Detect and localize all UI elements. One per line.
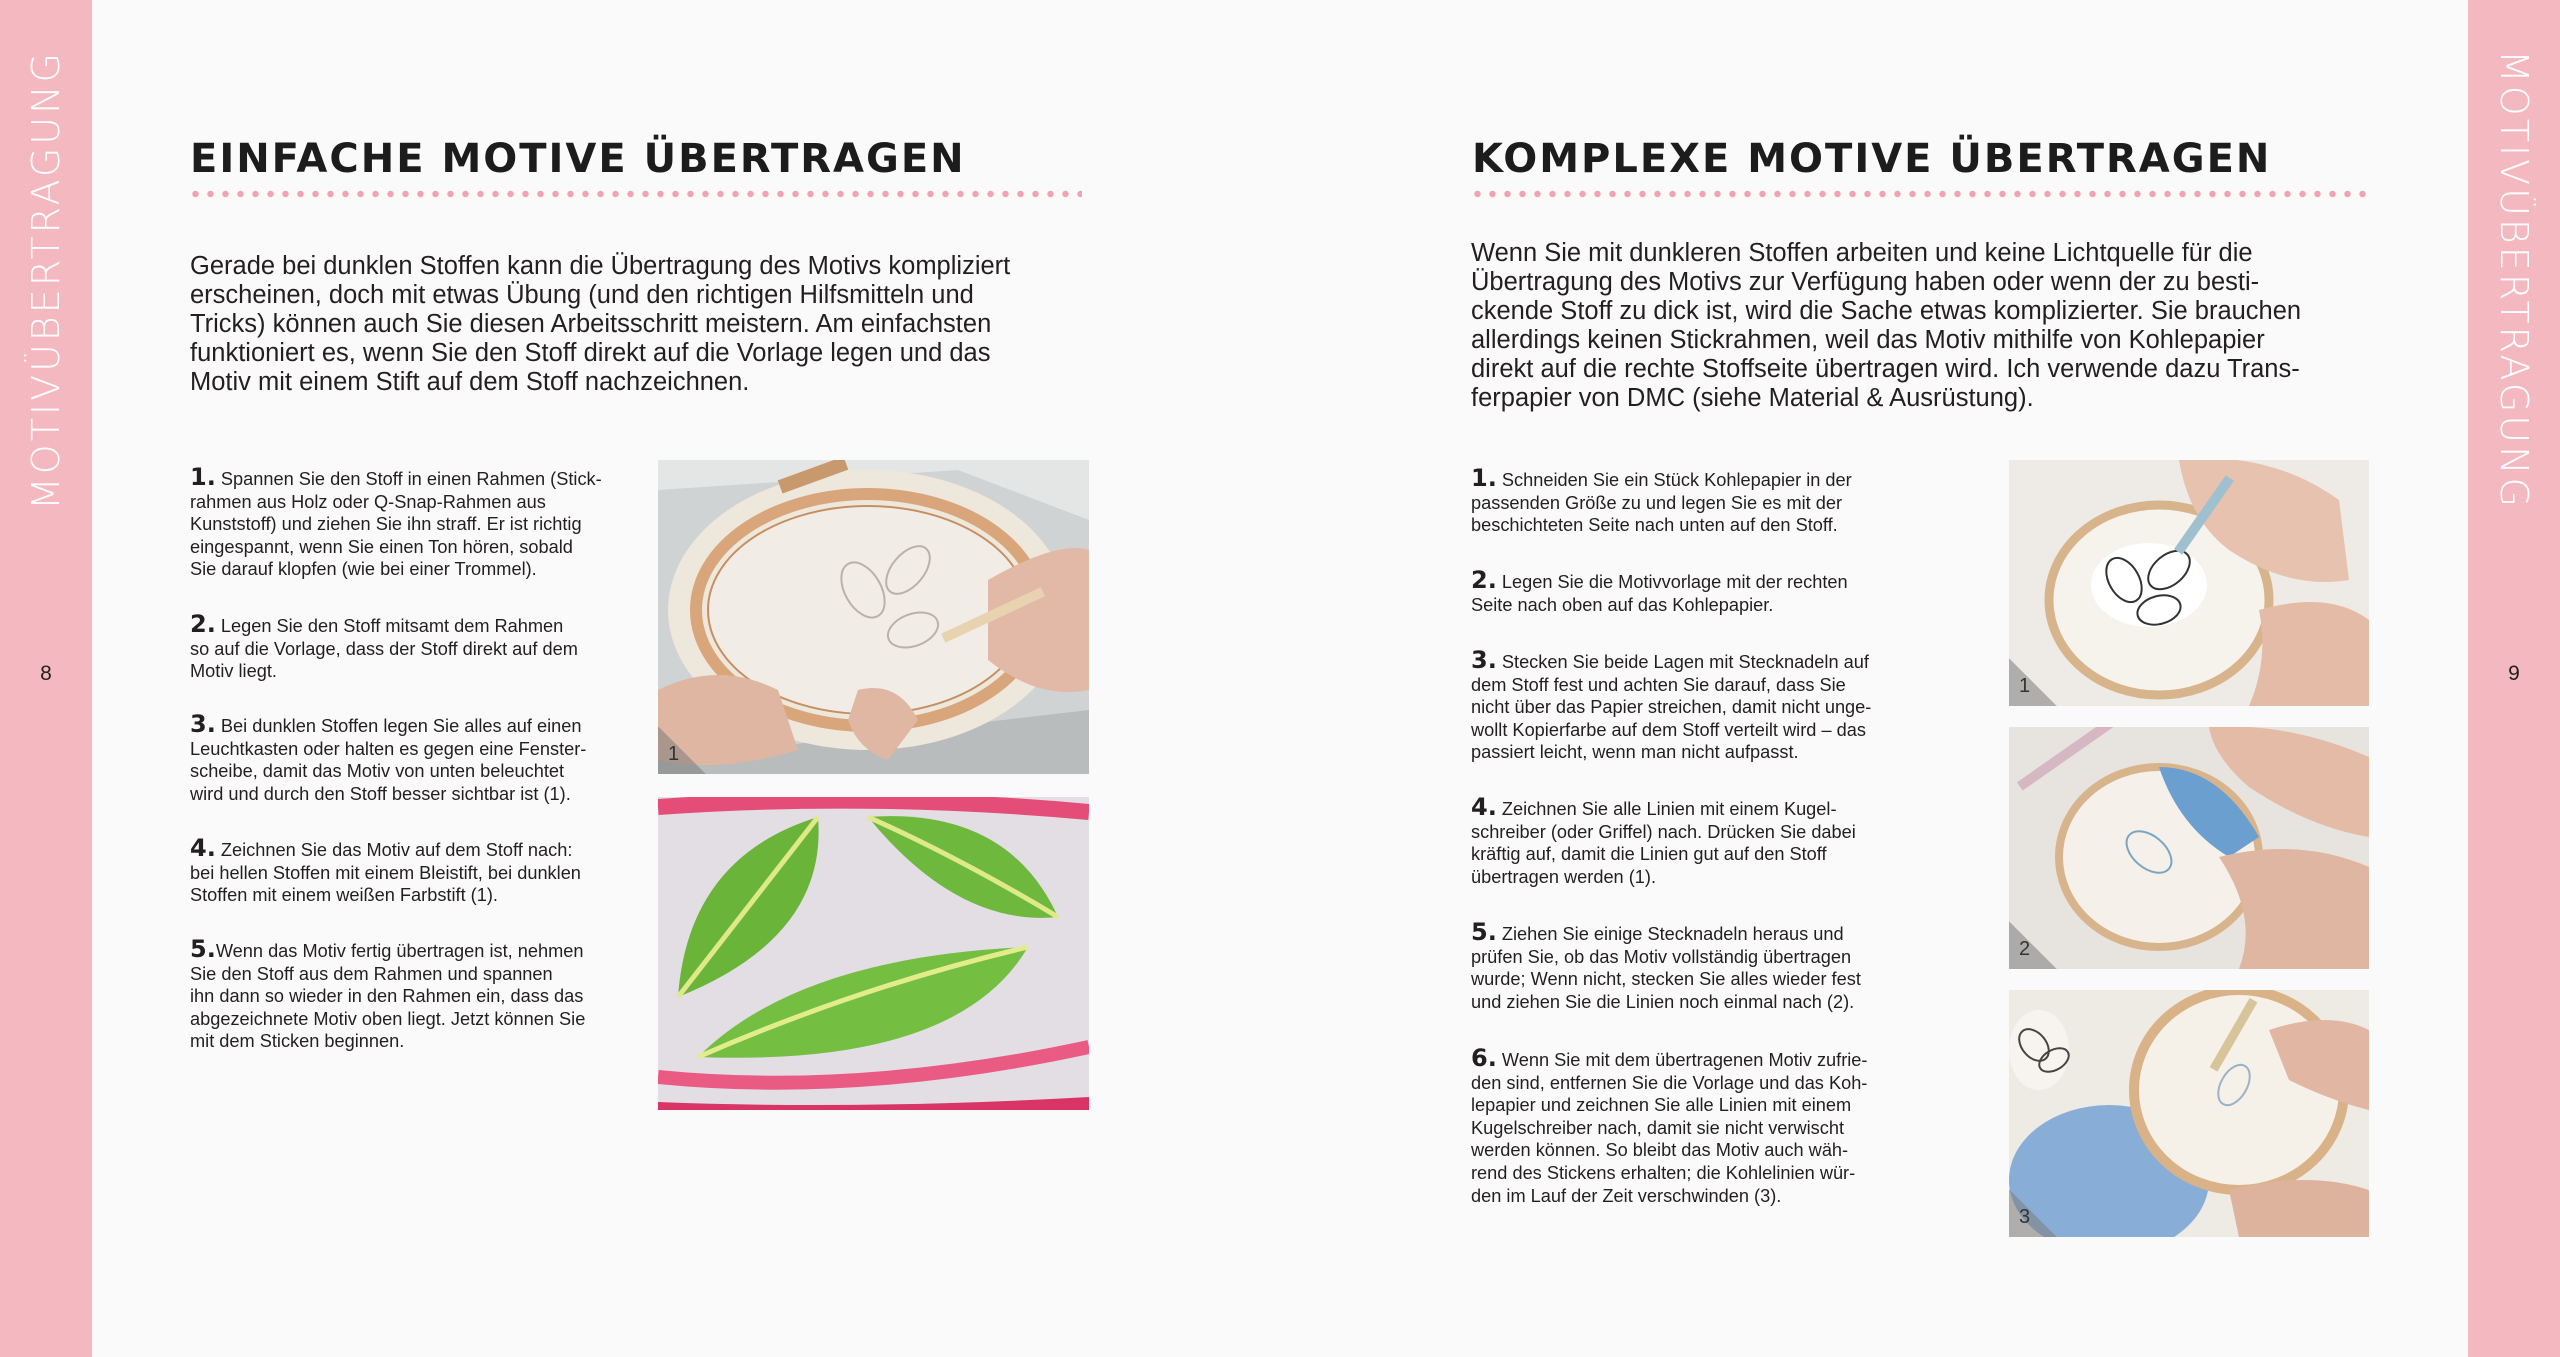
left-side-bar [0,0,92,1357]
intro-line: Wenn Sie mit dunkleren Stoffen arbeiten und keine Lichtquelle für die [1471,239,2253,267]
left-heading: EINFACHE MOTIVE ÜBERTRAGEN [190,136,966,182]
photo-hoop-tracing [658,460,1089,774]
photo-label: 1 [2019,675,2031,697]
step-3: 3. Bei dunklen Stoffen legen Sie alles auf einen Leuchtkasten oder halten es gegen eine Fenster- scheibe, damit das Motiv von unten beleuchtet wird und durch den Stoff besser sichtbar ist (1). [190,710,587,804]
step-number: 2. [1471,566,1497,594]
intro-line: direkt auf die rechte Stoffseite übertragen wird. Ich verwende dazu Trans- [1471,355,2300,383]
step-3: 3. Stecken Sie beide Lagen mit Stecknadeln auf dem Stoff fest und achten Sie darauf, dass Sie nicht über das Papier streichen, damit nicht unge- wollt Kopierfarbe auf dem Stoff verteilt wird – das passiert leicht, wenn man nicht aufpasst. [1471,646,1872,763]
right-heading: KOMPLEXE MOTIVE ÜBERTRAGEN [1472,136,2272,182]
photo-label: 2 [2019,938,2031,960]
step-5: 5.Wenn das Motiv fertig übertragen ist, nehmen Sie den Stoff aus dem Rahmen und spannen ihn dann so wieder in den Rahmen ein, dass das abgezeichnete Motiv oben liegt. Jetzt können Sie mit dem Sticken beginnen. [190,935,586,1052]
step-5: 5. Ziehen Sie einige Stecknadeln heraus und prüfen Sie, ob das Motiv vollständig übertragen wurde; Wenn nicht, stecken Sie alles wieder fest und ziehen Sie die Linien noch einmal nach (2). [1471,918,1861,1012]
photo-leaf-embroidery [658,797,1089,1110]
intro-line: ckende Stoff zu dick ist, wird die Sache etwas komplizierter. Sie brauchen [1471,297,2302,325]
page-number-left: 8 [40,662,52,685]
intro-line: ferpapier von DMC (siehe Material & Ausrüstung). [1471,384,2034,412]
step-number: 6. [1471,1044,1497,1072]
page-number-right: 9 [2508,662,2520,685]
photo-final-tracing [2009,990,2369,1237]
photo-checking-transfer [2009,727,2369,969]
step-number: 5. [1471,918,1497,946]
step-number: 1. [1471,464,1497,492]
dotted-divider-right [1470,190,2368,198]
step-4: 4. Zeichnen Sie alle Linien mit einem Kugel- schreiber (oder Griffel) nach. Drücken Sie dabei kräftig auf, damit die Linien gut auf den Stoff übertragen werden (1). [1471,793,1856,887]
step-number: 1. [190,463,216,491]
step-4: 4. Zeichnen Sie das Motiv auf dem Stoff nach: bei hellen Stoffen mit einem Bleistift, bei dunklen Stoffen mit einem weißen Farbstift (1). [190,834,581,906]
right-side-bar [2468,0,2560,1357]
intro-line: allerdings keinen Stickrahmen, weil das Motiv mithilfe von Kohlepapier [1471,326,2265,354]
step-6: 6. Wenn Sie mit dem übertragenen Motiv zufrie- den sind, entfernen Sie die Vorlage und das Koh- lepapier und zeichnen Sie alle Linien mit einem Kugelschreiber nach, damit sie nicht verwischt werden können. So bleibt das Motiv auch wäh- rend des Stickens erhalten; die Kohlelinien wür- den im Lauf der Zeit verschwinden (3). [1471,1044,1868,1206]
intro-line: Übertragung des Motivs zur Verfügung haben oder wenn der zu besti- [1471,268,2260,296]
step-2: 2. Legen Sie die Motivvorlage mit der rechten Seite nach oben auf das Kohlepapier. [1471,566,1848,615]
photo-label: 3 [2019,1206,2031,1228]
side-label-left: MOTIVÜBERTRAGUNG [24,50,68,510]
photo-label: 1 [668,743,680,765]
step-number: 3. [190,710,216,738]
dotted-divider-left [188,190,1082,198]
photo-drawing-lines [2009,460,2369,706]
intro-line: Motiv mit einem Stift auf dem Stoff nachzeichnen. [190,368,750,396]
intro-line: funktioniert es, wenn Sie den Stoff direkt auf die Vorlage legen und das [190,339,991,367]
intro-line: Tricks) können auch Sie diesen Arbeitsschritt meistern. Am einfachsten [190,310,992,338]
intro-line: Gerade bei dunklen Stoffen kann die Übertragung des Motivs kompliziert [190,252,1011,280]
step-number: 4. [1471,793,1497,821]
right-intro [1471,239,2301,413]
step-1: 1. Spannen Sie den Stoff in einen Rahmen (Stick- rahmen aus Holz oder Q-Snap-Rahmen aus Kunststoff) und ziehen Sie ihn straff. Er ist richtig eingespannt, wenn Sie einen Ton hören, sobald Sie darauf klopfen (wie bei einer Trommel). [190,463,602,580]
step-number: 4. [190,834,216,862]
step-1: 1. Schneiden Sie ein Stück Kohlepapier in der passenden Größe zu und legen Sie es mit der beschichteten Seite nach unten auf den Stoff. [1471,464,1852,536]
side-label-right: MOTIVÜBERTRAGUNG [2492,50,2536,510]
step-2: 2. Legen Sie den Stoff mitsamt dem Rahmen so auf die Vorlage, dass der Stoff direkt auf dem Motiv liegt. [190,610,578,682]
intro-line: erscheinen, doch mit etwas Übung (und den richtigen Hilfsmitteln und [190,281,974,309]
step-number: 5. [190,935,216,963]
step-number: 3. [1471,646,1497,674]
left-intro [190,252,1010,397]
step-number: 2. [190,610,216,638]
